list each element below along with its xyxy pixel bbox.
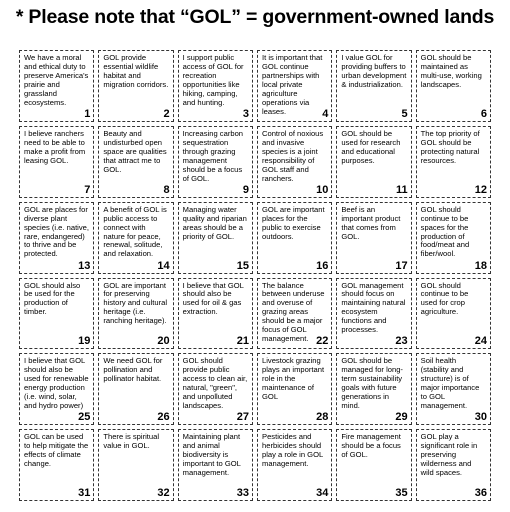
statement-text: GOL can be used to help mitigate the effects of climate change.	[24, 432, 89, 469]
statement-text: GOL provide essential wildlife habitat and migration corridors.	[103, 53, 169, 89]
statement-card	[98, 278, 173, 350]
statement-number: 10	[316, 183, 329, 196]
statement-card	[257, 50, 332, 122]
statement-number: 19	[78, 335, 91, 348]
statement-text: Managing water quality and riparian areas should be a priority of GOL.	[182, 204, 247, 241]
statement-number: 1	[84, 107, 91, 120]
statement-text: It is important that GOL continue partnerships with local private agriculture operations via leases.	[262, 53, 323, 116]
statement-number: 20	[157, 335, 170, 348]
statement-number: 21	[236, 335, 249, 348]
statement-number: 8	[163, 183, 170, 196]
statement-number: 25	[78, 411, 91, 424]
statement-text: GOL should continue to be used for crop agriculture.	[420, 280, 469, 317]
statement-text: Fire management should be a focus of GOL.	[341, 432, 401, 460]
statement-card	[416, 202, 491, 274]
statement-card	[19, 202, 94, 274]
statement-text: The top priority of GOL should be protecting natural resources.	[420, 128, 480, 165]
statement-text: Pesticides and herbicides should play a role in GOL management.	[262, 432, 323, 469]
statement-text: GOL should provide public access to clean air, natural, "green", and unpolluted landscapes.	[182, 356, 248, 411]
statement-card	[257, 429, 332, 501]
statement-text: We have a moral and ethical duty to preserve America's prairie and grassland ecosystems.	[24, 53, 89, 107]
statement-card	[19, 278, 94, 350]
statement-number: 22	[316, 335, 329, 348]
statement-card	[416, 353, 491, 425]
statement-card	[178, 353, 253, 425]
statement-text: I support public access of GOL for recreation opportunities like hiking, camping, and hunting.	[182, 53, 244, 107]
statement-card	[336, 126, 411, 198]
statement-card	[98, 429, 173, 501]
statement-text: A benefit of GOL is public access to connect with nature for peace, renewal, solitude, and relaxation.	[103, 204, 167, 259]
statement-number: 29	[395, 411, 408, 424]
statement-card	[178, 429, 253, 501]
statement-number: 6	[480, 107, 487, 120]
statement-number: 31	[78, 487, 91, 499]
statement-number: 23	[395, 335, 408, 348]
statement-text: Beef is an important product that comes from GOL.	[341, 204, 401, 241]
statement-text: GOL should be used for research and educational purposes.	[341, 128, 401, 165]
statement-text: I value GOL for providing buffers to urban development & industrialization.	[341, 53, 407, 89]
statement-text: Control of noxious and invasive species is a joint responsibility of GOL staff and ranchers.	[262, 128, 324, 183]
statement-number: 15	[236, 259, 249, 272]
statement-card	[19, 126, 94, 198]
statement-text: Livestock grazing plays an important role in the maintenance of GOL	[262, 356, 325, 402]
statement-number: 11	[396, 183, 408, 196]
statement-card	[98, 50, 173, 122]
statement-text: GOL play a significant role in preserving wilderness and wild spaces.	[420, 432, 478, 477]
statement-number: 9	[242, 183, 249, 196]
statement-card	[178, 278, 253, 350]
statement-card	[257, 278, 332, 350]
statement-number: 14	[157, 259, 170, 272]
statement-text: GOL are important for preserving history and cultural heritage (i.e. ranching heritage).	[103, 280, 168, 326]
statement-card	[19, 50, 94, 122]
statement-text: GOL should also be used for the production of timber.	[24, 280, 81, 317]
statement-card	[336, 202, 411, 274]
statement-text: We need GOL for pollination and pollinator habitat.	[103, 356, 163, 384]
statement-number: 4	[322, 107, 329, 120]
statement-text: Increasing carbon sequestration through grazing management should be a focus of GOL.	[182, 128, 244, 183]
statement-text: GOL should continue to be spaces for the production of food/meat and fiber/wool.	[420, 204, 470, 259]
statement-grid	[19, 50, 491, 501]
page-title: * Please note that “GOL” = government-owned lands	[15, 6, 495, 28]
statement-text: I believe ranchers need to be able to make a profit from leasing GOL.	[24, 128, 86, 165]
statement-number: 2	[163, 107, 170, 120]
statement-text: GOL should be managed for long-term sustainability goals with future generations in mind.	[341, 356, 403, 411]
statement-text: GOL are important places for the public to exercise outdoors.	[262, 204, 325, 241]
statement-text: Maintaining plant and animal biodiversity is important to GOL management.	[182, 432, 241, 477]
statement-number: 3	[242, 107, 249, 120]
statement-card	[416, 126, 491, 198]
statement-card	[178, 202, 253, 274]
statement-number: 18	[474, 259, 487, 272]
statement-card	[336, 353, 411, 425]
statement-card	[257, 126, 332, 198]
statement-number: 26	[157, 411, 170, 424]
statement-number: 30	[474, 411, 487, 424]
statement-card	[178, 50, 253, 122]
statement-card	[98, 202, 173, 274]
statement-number: 27	[236, 411, 249, 424]
statement-text: GOL are places for diverse plant species (i.e. native, rare, endangered) to thrive and be protected.	[24, 204, 89, 259]
statement-card	[257, 353, 332, 425]
statement-card	[416, 50, 491, 122]
statement-card	[416, 429, 491, 501]
statement-number: 5	[401, 107, 408, 120]
statement-text: There is spiritual value in GOL.	[103, 432, 160, 451]
statement-card	[336, 278, 411, 350]
statement-number: 7	[84, 183, 91, 196]
statement-number: 28	[316, 411, 329, 424]
statement-number: 12	[474, 183, 487, 196]
statement-text: I believe that GOL should also be used for renewable energy production (i.e. wind, solar, and hydro power)	[24, 356, 89, 411]
statement-number: 35	[395, 487, 408, 499]
statement-text: GOL management should focus on maintaining natural ecosystem functions and processes.	[341, 280, 406, 335]
statement-number: 34	[316, 487, 329, 499]
statement-card	[336, 50, 411, 122]
statement-text: Beauty and undisturbed open space are qualities that attract me to GOL.	[103, 128, 167, 174]
statement-number: 17	[395, 259, 408, 272]
statement-text: GOL should be maintained as multi-use, working landscapes.	[420, 53, 482, 89]
statement-card	[98, 353, 173, 425]
statement-card	[19, 429, 94, 501]
statement-text: I believe that GOL should also be used for oil & gas extraction.	[182, 280, 244, 317]
statement-number: 24	[474, 335, 487, 348]
statement-number: 16	[316, 259, 329, 272]
statement-text: The balance between underuse and overuse of grazing areas should be a major focus of GOL management.	[262, 280, 325, 344]
statement-card	[257, 202, 332, 274]
statement-card	[19, 353, 94, 425]
statement-number: 33	[236, 487, 249, 499]
statement-card	[98, 126, 173, 198]
statement-number: 32	[157, 487, 170, 499]
statement-card	[178, 126, 253, 198]
statement-number: 13	[78, 259, 91, 272]
statement-number: 36	[474, 487, 487, 499]
statement-text: Soil health (stability and structure) is of major importance to GOL management.	[420, 356, 480, 411]
statement-card	[416, 278, 491, 350]
statement-card	[336, 429, 411, 501]
